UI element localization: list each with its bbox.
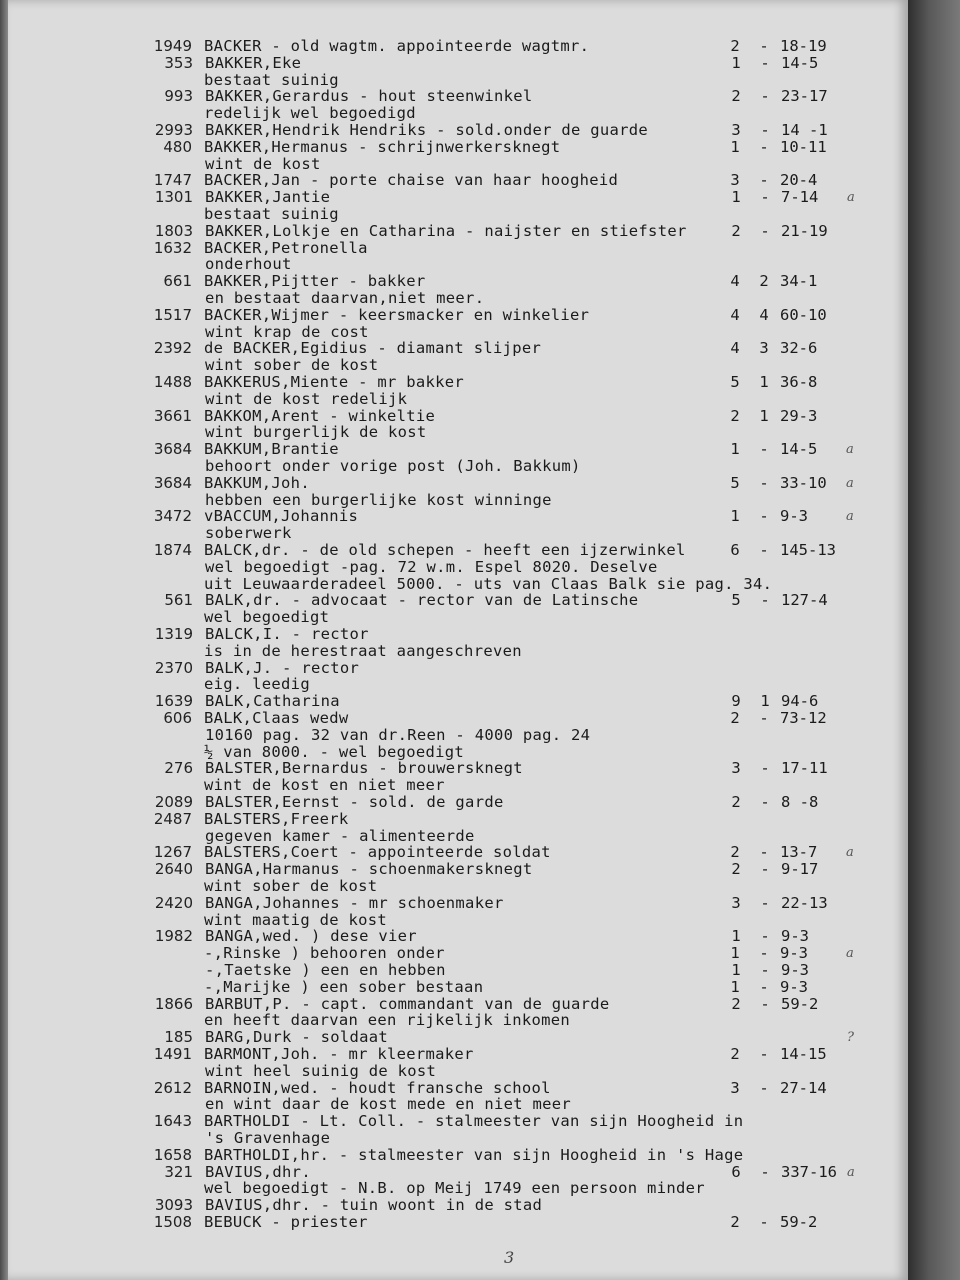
entry-column-2: 1 [760,692,770,711]
entry-column-1: 2 [730,1213,740,1231]
entry-number: 993 [164,87,193,106]
entry-column-2: 4 [759,305,769,324]
entry-text: BANGA,Johannes - mr schoenmaker [205,893,504,912]
entry-column-1: 2 [731,87,741,106]
page-number: 3 [504,1248,515,1267]
entry-text: is in de herestraat aangeschreven [204,641,522,660]
register-entries [8,0,908,1280]
entry-text: BAVIUS,dhr. - tuin woont in de stad [205,1196,543,1215]
entry-column-1: 3 [731,893,741,912]
entry-column-2: - [759,977,769,996]
entry-column-1: 1 [731,188,741,207]
entry-column-2: 1 [759,406,769,425]
entry-text: wint de kost en niet meer [204,776,445,795]
entry-number: 1982 [154,927,193,946]
entry-amount: 145-13 [780,541,836,559]
entry-amount: 337-16 [781,1162,837,1181]
entry-amount: 8 -8 [781,793,819,811]
entry-amount: 59-2 [780,1213,818,1231]
margin-mark: ? [847,1030,854,1046]
entry-number: 1639 [154,692,193,711]
entry-column-1: 6 [730,541,740,559]
entry-column-1: 5 [730,473,740,492]
margin-mark: a [847,190,855,206]
entry-text: bestaat suinig [204,205,339,223]
entry-text: wel begoedigt - N.B. op Meij 1749 een persoon minder [204,1179,705,1198]
entry-column-1: 6 [731,1162,741,1181]
entry-text: BARBUT,P. - capt. commandant van de guarde [205,994,610,1013]
entry-number: 1874 [153,541,192,559]
entry-text: BANGA,wed. ) dese vier [205,927,417,946]
entry-number: 2487 [153,809,192,828]
entry-column-2: - [760,927,770,946]
entry-text: BALK,dr. - advocaat - rector van de Latinsche [205,591,639,610]
entry-column-1: 1 [731,53,741,72]
entry-number: 1491 [153,1045,192,1063]
entry-number: 561 [164,591,193,610]
entry-amount: 59-2 [781,994,819,1013]
entry-amount: 60-10 [780,305,827,324]
entry-text: ½ van 8000. - wel begoedigt [204,742,465,761]
entry-column-2: - [759,709,769,727]
entry-column-2: - [760,53,770,72]
entry-column-1: 9 [731,692,741,711]
entry-column-1: 2 [731,793,741,811]
entry-number: 1267 [153,843,192,862]
entry-number: 3093 [154,1196,193,1215]
entry-number: 2370 [154,658,193,677]
entry-column-2: - [760,591,770,610]
entry-column-2: - [760,994,770,1013]
entry-text: 's Gravenhage [205,1129,331,1147]
entry-column-2: - [760,961,770,979]
margin-mark: a [846,509,854,525]
entry-column-2: - [759,1045,769,1063]
entry-column-1: 2 [730,709,740,727]
entry-text: BALK,J. - rector [205,658,360,677]
entry-amount: 94-6 [781,692,819,711]
entry-text: BANGA,Harmanus - schoenmakersknegt [205,860,533,879]
margin-mark: a [846,442,854,458]
entry-text: BAKKUM,Joh. [204,473,310,492]
entry-column-2: - [759,1213,769,1231]
entry-amount: 20-4 [780,171,818,190]
entry-text: BARNOIN,wed. - houdt fransche school [204,1078,551,1097]
entry-amount: 14 -1 [781,121,828,139]
entry-column-2: 2 [759,272,769,291]
entry-number: 1747 [153,171,192,190]
entry-column-1: 1 [731,961,741,979]
entry-column-2: - [760,188,770,207]
entry-number: 2420 [154,893,193,912]
entry-text: soberwerk [205,524,292,543]
entry-text: wint burgerlijk de kost [205,423,427,442]
entry-column-2: - [759,843,769,862]
entry-column-1: 4 [730,339,740,358]
entry-column-2: - [760,793,770,811]
entry-text: wint de kost redelijk [205,389,408,408]
entry-text: BAKKERUS,Miente - mr bakker [204,373,465,391]
entry-number: 276 [164,759,193,778]
entry-amount: 14-5 [781,53,819,72]
entry-text: wint sober de kost [204,877,378,895]
entry-text: BARMONT,Joh. - mr kleermaker [204,1045,474,1063]
entry-amount: 33-10 [780,473,827,492]
entry-number: 1319 [154,625,193,643]
entry-column-1: 2 [730,843,740,862]
entry-amount: 21-19 [781,221,828,240]
entry-number: 606 [163,709,192,727]
entry-text: wint sober de kost [205,356,379,375]
entry-amount: 22-13 [781,893,828,912]
entry-text: wint krap de cost [205,322,369,341]
entry-number: 321 [164,1162,193,1181]
entry-number: 2089 [154,793,193,811]
entry-text: 10160 pag. 32 van dr.Reen - 4000 pag. 24 [205,725,591,744]
entry-text: BAKKER,Eke [205,53,302,72]
entry-text: en heeft daarvan een rijkelijk inkomen [204,1011,571,1030]
entry-column-1: 1 [730,977,740,996]
entry-amount: 32-6 [780,339,818,358]
book-binding-shadow [0,0,8,1280]
book-edge-shadow [908,0,960,1280]
entry-text: BALK,Catharina [205,692,340,711]
entry-column-1: 3 [731,759,741,778]
entry-column-1: 2 [731,994,741,1013]
entry-number: 3684 [153,440,192,459]
entry-text: BAVIUS,dhr. [205,1162,311,1181]
entry-amount: 9-3 [781,961,809,979]
entry-text: -,Taetske ) een en hebben [205,961,446,979]
entry-number: 2640 [154,860,193,879]
entry-text: wint maatig de kost [204,910,388,929]
entry-number: 1508 [153,1213,192,1231]
entry-text: de BACKER,Egidius - diamant slijper [204,339,542,358]
entry-column-2: - [759,37,769,55]
entry-column-2: - [760,221,770,240]
entry-text: BACKER,Petronella [204,238,368,257]
entry-text: BAKKER,Hendrik Hendriks - sold.onder de guarde [205,121,649,139]
entry-number: 353 [164,53,193,72]
entry-amount: 29-3 [780,406,818,425]
entry-text: BEBUCK - priester [204,1213,368,1231]
entry-column-1: 1 [730,507,740,526]
entry-text: wel begoedigt -pag. 72 w.m. Espel 8020. Deselve [205,557,658,576]
entry-text: BALCK,dr. - de old schepen - heeft een ijzerwinkel [204,541,686,559]
entry-text: onderhout [205,255,292,274]
entry-column-1: 2 [731,860,741,879]
entry-amount: 18-19 [780,37,827,55]
entry-number: 1301 [154,188,193,207]
entry-text: BAKKER,Hermanus - schrijnwerkersknegt [204,137,561,156]
entry-text: BAKKUM,Brantie [204,440,339,459]
entry-number: 1517 [153,305,192,324]
entry-text: BARTHOLDI,hr. - stalmeester van sijn Hoogheid in 's Hage [204,1145,744,1164]
entry-number: 1643 [153,1112,192,1131]
entry-column-2: - [760,759,770,778]
entry-amount: 36-8 [780,373,818,391]
entry-text: BAKKER,Lolkje en Catharina - naijster en stiefster [205,221,687,240]
entry-number: 1632 [153,238,192,257]
entry-column-2: - [759,171,769,190]
document-page [8,0,908,1280]
entry-text: en wint daar de kost mede en niet meer [205,1095,572,1114]
margin-mark: a [846,475,854,491]
entry-column-1: 2 [730,37,740,55]
entry-text: -,Marijke ) een sober bestaan [204,977,484,996]
entry-text: BALSTERS,Coert - appointeerde soldat [204,843,551,862]
entry-text: gegeven kamer - alimenteerde [205,826,475,845]
entry-number: 185 [164,1028,193,1047]
entry-amount: 34-1 [780,272,818,291]
entry-text: bestaat suinig [204,70,339,89]
entry-column-2: 1 [759,373,769,391]
entry-column-1: 4 [730,272,740,291]
entry-column-2: - [759,1078,769,1097]
entry-column-2: - [759,944,769,963]
entry-column-2: - [760,1162,770,1181]
entry-text: BAKKER,Jantie [205,188,331,207]
entry-column-1: 1 [731,927,741,946]
entry-column-2: - [760,860,770,879]
entry-column-1: 4 [730,305,740,324]
entry-text: BAKKER,Gerardus - hout steenwinkel [205,87,533,106]
entry-text: BARTHOLDI - Lt. Coll. - stalmeester van sijn Hoogheid in [204,1112,744,1131]
entry-column-2: - [759,137,769,156]
margin-mark: a [846,946,854,962]
entry-text: -,Rinske ) behooren onder [204,944,445,963]
entry-column-1: 2 [731,221,741,240]
entry-column-2: - [759,473,769,492]
entry-text: BACKER - old wagtm. appointeerde wagtmr. [204,37,590,55]
margin-mark: a [847,1164,855,1180]
entry-number: 1488 [153,373,192,391]
entry-amount: 9-3 [780,977,808,996]
entry-column-1: 1 [730,440,740,459]
entry-text: en bestaat daarvan,niet meer. [205,289,485,307]
entry-column-1: 2 [730,406,740,425]
entry-amount: 9-3 [780,507,808,526]
entry-text: wint de kost [205,154,321,173]
entry-number: 1866 [154,994,193,1013]
entry-text: wint heel suinig de kost [205,1061,437,1080]
entry-amount: 23-17 [781,87,828,106]
entry-number: 1803 [154,221,193,240]
entry-number: 1658 [153,1145,192,1164]
entry-column-2: - [760,87,770,106]
entry-column-1: 3 [730,171,740,190]
entry-column-2: - [759,507,769,526]
entry-amount: 9-3 [780,944,808,963]
entry-text: BALSTER,Eernst - sold. de garde [205,793,504,811]
entry-text: BALK,Claas wedw [204,709,349,727]
entry-column-1: 3 [730,1078,740,1097]
entry-number: 1949 [153,37,192,55]
entry-amount: 27-14 [780,1078,827,1097]
entry-text: wel begoedigt [204,608,330,627]
entry-text: behoort onder vorige post (Joh. Bakkum) [205,457,581,475]
entry-text: hebben een burgerlijke kost winninge [205,490,552,509]
entry-column-2: - [760,893,770,912]
entry-amount: 14-15 [780,1045,827,1063]
entry-amount: 17-11 [781,759,828,778]
entry-column-1: 3 [731,121,741,139]
entry-number: 661 [163,272,192,291]
entry-amount: 14-5 [780,440,818,459]
entry-text: BARG,Durk - soldaat [205,1028,389,1047]
margin-mark: a [846,845,854,861]
entry-text: BALSTERS,Freerk [204,809,349,828]
entry-column-2: - [760,121,770,139]
entry-text: vBACCUM,Johannis [204,507,359,526]
entry-amount: 10-11 [780,137,827,156]
entry-text: BALCK,I. - rector [205,625,369,643]
entry-column-1: 2 [730,1045,740,1063]
entry-number: 3661 [153,406,192,425]
entry-amount: 9-3 [781,927,809,946]
entry-amount: 127-4 [781,591,828,610]
entry-text: BACKER,Wijmer - keersmacker en winkelier [204,305,590,324]
entry-text: BALSTER,Bernardus - brouwersknegt [205,759,523,778]
entry-number: 2392 [153,339,192,358]
entry-amount: 73-12 [780,709,827,727]
entry-text: eig. leedig [204,675,310,694]
entry-number: 2993 [154,121,193,139]
entry-column-1: 1 [730,137,740,156]
entry-column-2: 3 [759,339,769,358]
entry-column-1: 5 [731,591,741,610]
entry-amount: 7-14 [781,188,819,207]
entry-number: 3472 [153,507,192,526]
entry-text: redelijk wel begoedigd [204,104,416,123]
entry-number: 480 [163,137,192,156]
entry-number: 2612 [153,1078,192,1097]
entry-column-2: - [759,541,769,559]
entry-number: 3684 [153,473,192,492]
entry-column-2: - [759,440,769,459]
entry-text: BAKKOM,Arent - winkeltie [204,406,436,425]
entry-text: uit Leuwaarderadeel 5000. - uts van Claas Balk sie pag. 34. [204,574,773,593]
entry-text: BACKER,Jan - porte chaise van haar hoogheid [204,171,619,190]
entry-amount: 9-17 [781,860,819,879]
entry-text: BAKKER,Pijtter - bakker [204,272,426,291]
entry-column-1: 5 [730,373,740,391]
entry-amount: 13-7 [780,843,818,862]
entry-column-1: 1 [730,944,740,963]
